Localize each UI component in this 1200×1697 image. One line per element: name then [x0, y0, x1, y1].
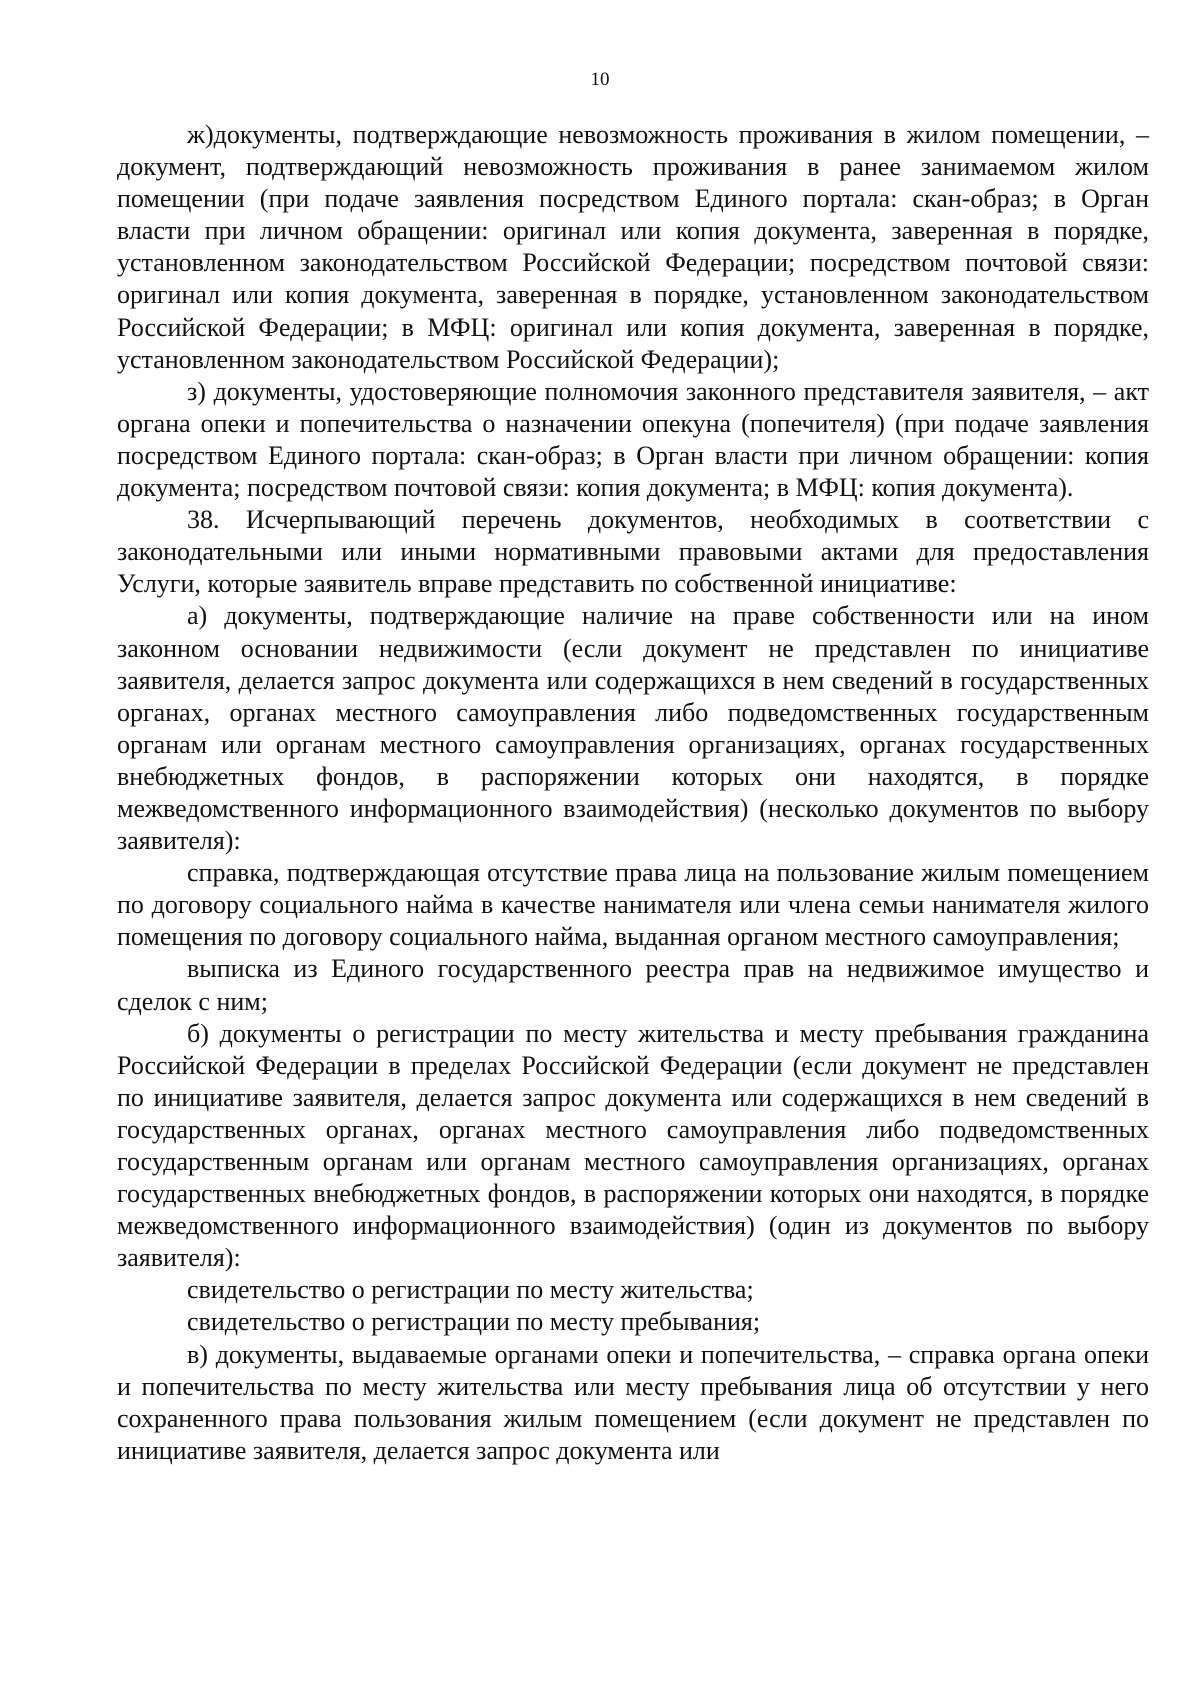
paragraph-residence-certificate: свидетельство о регистрации по месту жительства; — [187, 1275, 754, 1305]
paragraph-registry-extract: выписка из Единого государственного реестра прав на недвижимое имущество и сделок с ним; — [117, 954, 1149, 1016]
paragraph-social-housing-certificate: справка, подтверждающая отсутствие права лица на пользование жилым помещением по договору социального найма в качестве нанимателя или члена семьи нанимателя жилого помещения по договору социального найма, выданная органом местного самоуправления; — [117, 858, 1149, 952]
document-body — [117, 119, 1149, 1467]
paragraph-z-legal-representative: з) документы, удостоверяющие полномочия законного представителя заявителя, – акт органа опеки и попечительства о назначении опекуна (попечителя) (при подаче заявления посредством Единого портала: скан-образ; в Орган власти при личном обращении: копия документа; посредством почтовой связи: копия документа; в МФЦ: копия документа). — [117, 376, 1149, 503]
page-number: 10 — [590, 69, 610, 90]
paragraph-v-guardianship-documents: в) документы, выдаваемые органами опеки и попечительства, – справка органа опеки и попечительства по месту жительства или месту пребывания лица об отсутствии у него сохраненного права пользования жилым помещением (если документ не представлен по инициативе заявителя, делается запрос документа или — [117, 1339, 1149, 1465]
paragraph-a-property-documents: а) документы, подтверждающие наличие на праве собственности или на ином законном основании недвижимости (если документ не представлен по инициативе заявителя, делается запрос документа или содержащихся в нем сведений в государственных органах, органах местного самоуправления либо подведомственных государственным органам или органам местного самоуправления организациях, органах государственных внебюджетных фондов, в распоряжении которых они находятся, в порядке межведомственного информационного взаимодействия) (несколько документов по выбору заявителя): — [117, 601, 1149, 856]
paragraph-b-registration-documents: б) документы о регистрации по месту жительства и месту пребывания гражданина Российской Федерации в пределах Российской Федерации (если документ не представлен по инициативе заявителя, делается запрос документа или содержащихся в нем сведений в государственных органах, органах местного самоуправления либо подведомственных государственным органам или органам местного самоуправления организациях, органах государственных внебюджетных фондов, в распоряжении которых они находятся, в порядке межведомственного информационного взаимодействия) (один из документов по выбору заявителя): — [117, 1018, 1149, 1273]
paragraph-zh-housing-impossibility: ж)документы, подтверждающие невозможность проживания в жилом помещении, – документ, подтверждающий невозможность проживания в ранее занимаемом жилом помещении (при подаче заявления посредством Единого портала: скан-образ; в Орган власти при личном обращении: оригинал или копия документа, заверенная в порядке, установленном законодательством Российской Федерации; посредством почтовой связи: оригинал или копия документа, заверенная в порядке, установленном законодательством Российской Федерации; в МФЦ: оригинал или копия документа, заверенная в порядке, установленном законодательством Российской Федерации); — [117, 120, 1149, 374]
paragraph-stay-certificate: свидетельство о регистрации по месту пребывания; — [187, 1307, 761, 1337]
paragraph-38-optional-documents: 38. Исчерпывающий перечень документов, необходимых в соответствии с законодательными или иными нормативными правовыми актами для предоставления Услуги, которые заявитель вправе представить по собственной инициативе: — [117, 505, 1149, 599]
